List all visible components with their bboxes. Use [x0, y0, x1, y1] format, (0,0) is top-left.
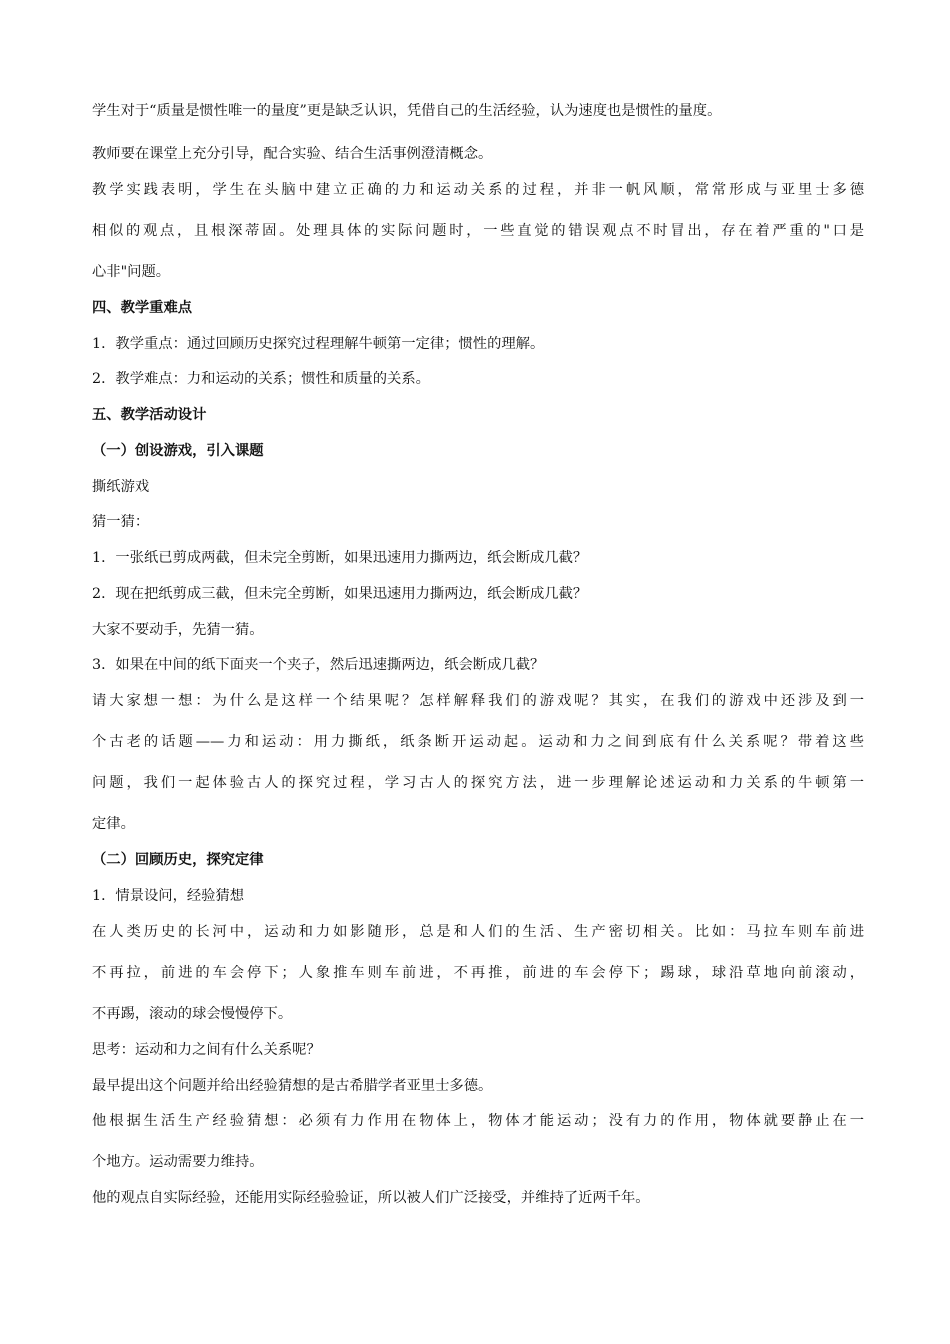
paragraph-line: 撕纸游戏: [92, 479, 150, 495]
paragraph-line: 思考：运动和力之间有什么关系呢？: [92, 1042, 321, 1058]
paragraph-line: 教学实践表明，学生在头脑中建立正确的力和运动关系的过程，并非一帆风顺，常常形成与亚里士多德: [92, 182, 864, 198]
paragraph-line: 个地方。运动需要力维持。: [92, 1154, 264, 1170]
paragraph-line: 定律。: [92, 816, 135, 832]
paragraph-line: 请大家想一想：为什么是这样一个结果呢？怎样解释我们的游戏呢？其实，在我们的游戏中还涉及到一: [92, 693, 864, 709]
list-item: 3．如果在中间的纸下面夹一个夹子，然后迅速撕两边，纸会断成几截？: [92, 657, 545, 673]
subsection-heading: （一）创设游戏，引入课题: [92, 443, 264, 459]
section-heading: 四、教学重难点: [92, 300, 193, 316]
section-heading: 五、教学活动设计: [92, 407, 207, 423]
paragraph-line: 心非"问题。: [92, 264, 171, 280]
paragraph-line: 不再拉，前进的车会停下；人象推车则车前进，不再推，前进的车会停下；踢球，球沿草地向前滚动，: [92, 965, 864, 981]
paragraph-line: 教师要在课堂上充分引导，配合实验、结合生活事例澄清概念。: [92, 146, 493, 162]
paragraph-line: 学生对于“质量是惯性唯一的量度”更是缺乏认识，凭借自己的生活经验，认为速度也是惯性的量度。: [92, 103, 722, 119]
list-item: 1．情景设问，经验猜想: [92, 888, 245, 904]
paragraph-line: 问题，我们一起体验古人的探究过程，学习古人的探究方法，进一步理解论述运动和力关系的牛顿第一: [92, 775, 864, 791]
paragraph-line: 他的观点自实际经验，还能用实际经验验证，所以被人们广泛接受，并维持了近两千年。: [92, 1190, 650, 1206]
paragraph-line: 他根据生活生产经验猜想：必须有力作用在物体上，物体才能运动；没有力的作用，物体就要静止在一: [92, 1113, 864, 1129]
list-item: 2．教学难点：力和运动的关系；惯性和质量的关系。: [92, 371, 430, 387]
paragraph-line: 个古老的话题——力和运动：用力撕纸，纸条断开运动起。运动和力之间到底有什么关系呢？带着这些: [92, 734, 864, 750]
paragraph-line: 在人类历史的长河中，运动和力如影随形，总是和人们的生活、生产密切相关。比如：马拉车则车前进: [92, 924, 864, 940]
paragraph-line: 大家不要动手，先猜一猜。: [92, 622, 264, 638]
paragraph-line: 相似的观点，且根深蒂固。处理具体的实际问题时，一些直觉的错误观点不时冒出，存在着严重的"口是: [92, 223, 864, 239]
list-item: 1．一张纸已剪成两截，但未完全剪断，如果迅速用力撕两边，纸会断成几截？: [92, 550, 588, 566]
paragraph-line: 最早提出这个问题并给出经验猜想的是古希腊学者亚里士多德。: [92, 1078, 493, 1094]
subsection-heading: （二）回顾历史，探究定律: [92, 852, 264, 868]
paragraph-line: 猜一猜：: [92, 514, 150, 530]
list-item: 1．教学重点：通过回顾历史探究过程理解牛顿第一定律；惯性的理解。: [92, 336, 545, 352]
paragraph-line: 不再踢，滚动的球会慢慢停下。: [92, 1006, 293, 1022]
list-item: 2．现在把纸剪成三截，但未完全剪断，如果迅速用力撕两边，纸会断成几截？: [92, 586, 588, 602]
